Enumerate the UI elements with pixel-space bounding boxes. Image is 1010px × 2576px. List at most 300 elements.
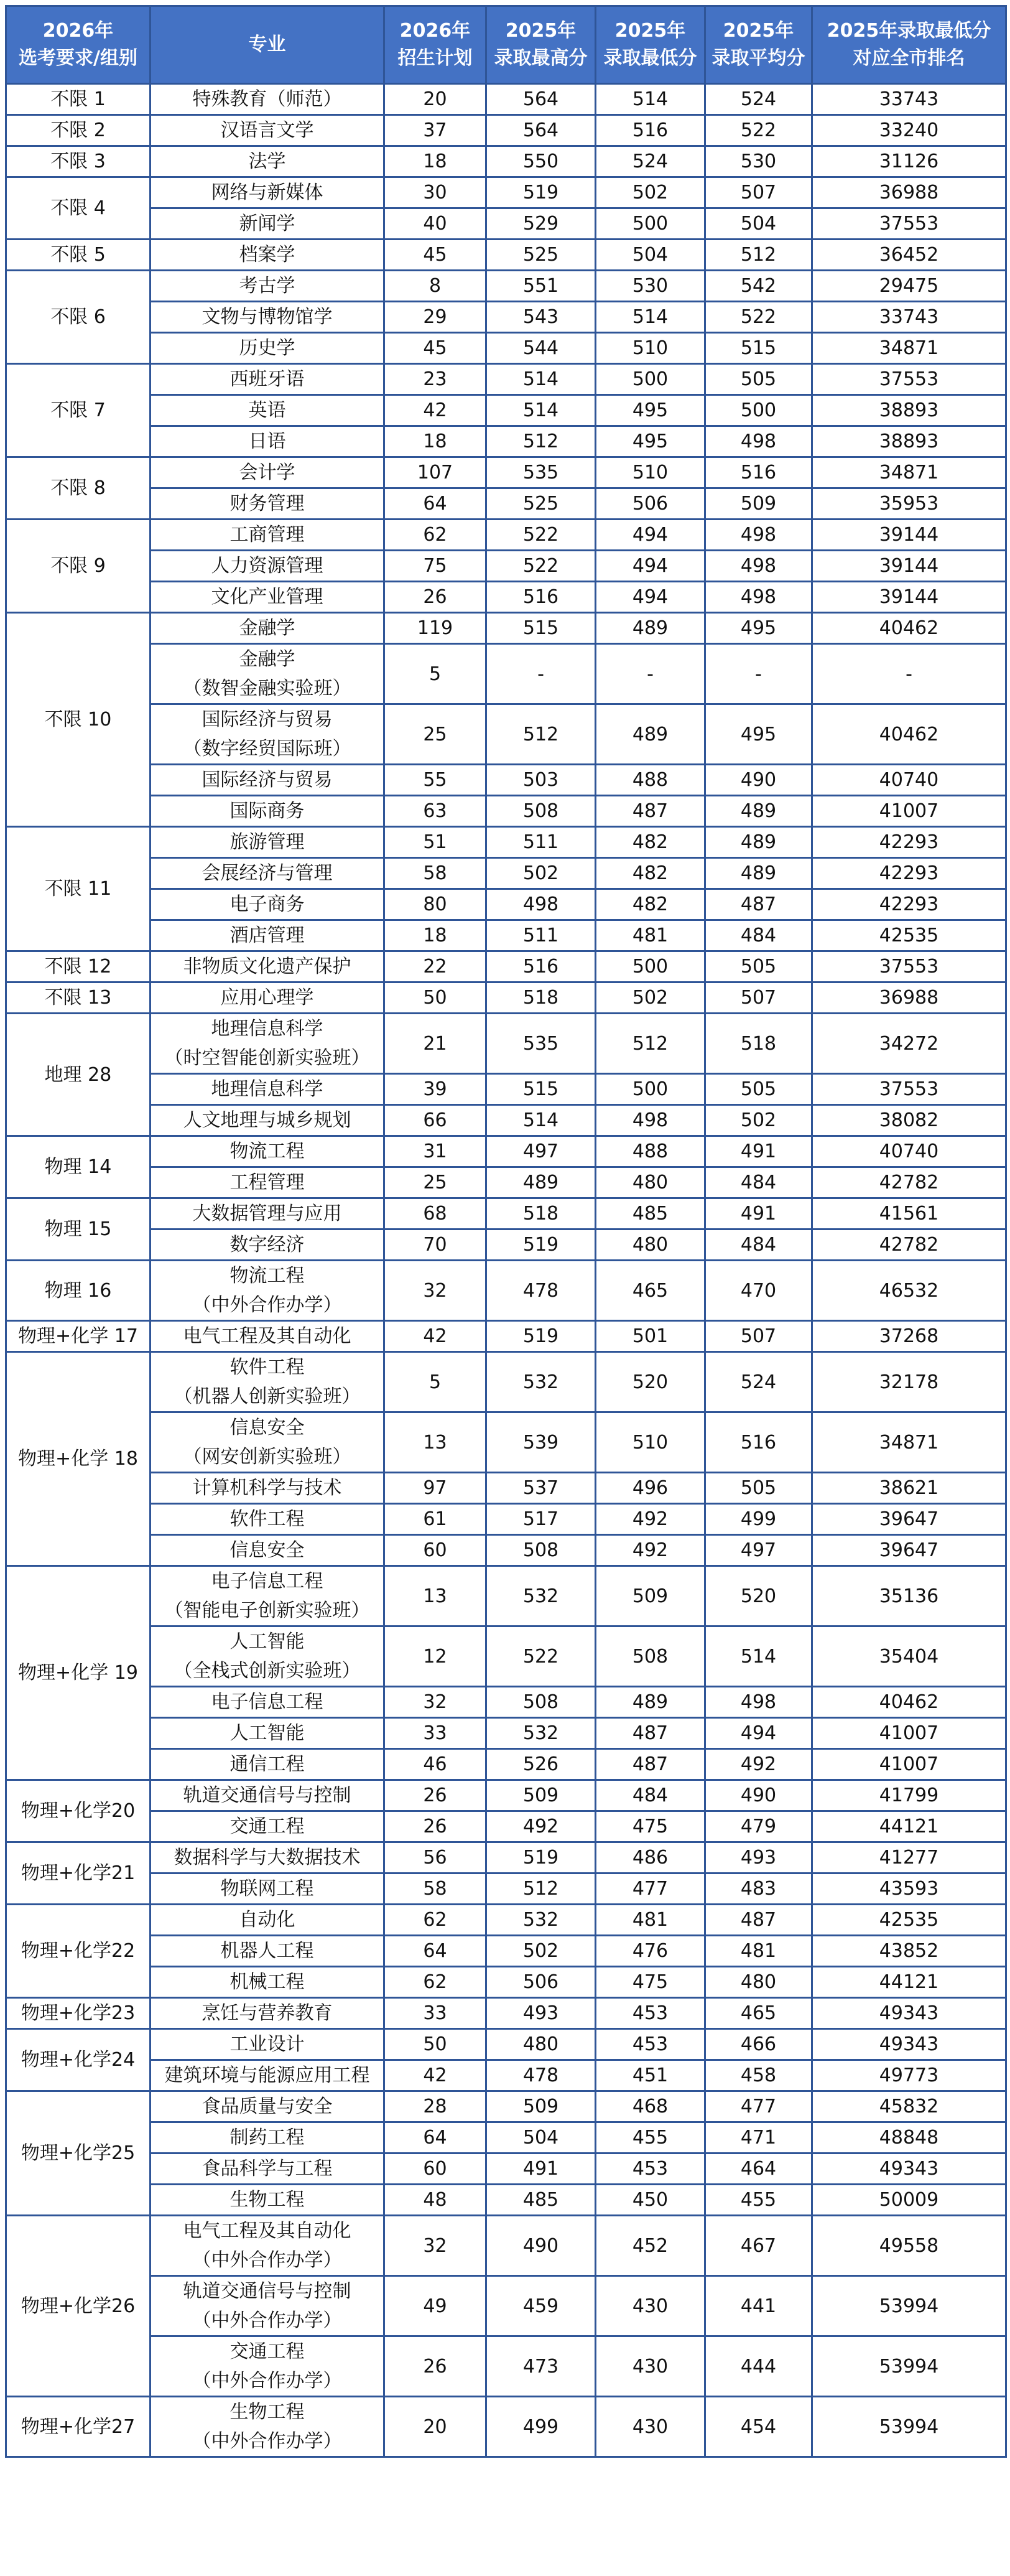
major-cell [151,1566,384,1626]
rank-cell: 41277 [812,1842,1006,1874]
max-score-cell: 459 [486,2276,596,2336]
plan-cell: 80 [384,889,486,920]
rank-cell: 40740 [812,765,1006,796]
plan-cell: 25 [384,704,486,765]
table-row [6,457,1006,488]
rank-cell: 38621 [812,1473,1006,1504]
plan-cell: 55 [384,765,486,796]
rank-cell: - [812,644,1006,704]
major-cell [151,704,384,765]
major-line: 新闻学 [239,213,295,235]
min-score-cell: 530 [596,271,705,302]
max-score-cell: 514 [486,364,596,395]
group-cell: 不限 3 [6,146,151,177]
major-cell [151,796,384,827]
major-cell [151,333,384,364]
plan-cell: 70 [384,1230,486,1261]
max-score-cell: 516 [486,582,596,613]
table-row [6,84,1006,115]
max-score-cell: 512 [486,704,596,765]
avg-score-cell: 455 [705,2185,812,2216]
major-cell [151,858,384,889]
min-score-cell: 496 [596,1473,705,1504]
plan-cell: 18 [384,146,486,177]
min-score-cell: 430 [596,2397,705,2457]
plan-cell: 58 [384,858,486,889]
major-line: 文物与博物馆学 [202,306,333,328]
rank-cell: 43852 [812,1936,1006,1967]
min-score-cell: 475 [596,1811,705,1842]
plan-cell: 32 [384,1687,486,1718]
avg-score-cell: 507 [705,177,812,208]
table-row [6,240,1006,271]
table-row [6,271,1006,302]
max-score-cell: 532 [486,1566,596,1626]
major-line: 地理信息科学 [211,1018,323,1040]
rank-cell: 33743 [812,302,1006,333]
major-line: 软件工程 [229,1356,305,1378]
avg-score-cell: 498 [705,1687,812,1718]
rank-cell: 49343 [812,1998,1006,2029]
rank-cell: 37553 [812,1074,1006,1105]
group-cell: 物理+化学 18 [6,1352,151,1566]
plan-cell: 33 [384,1718,486,1749]
group-cell: 不限 10 [6,613,151,827]
major-line: 金融学 [239,617,295,639]
header-line: 2025年 [723,20,794,42]
major-line: 机械工程 [229,1971,305,1993]
major-line: 特殊教育（师范） [192,88,342,110]
rank-cell: 41799 [812,1780,1006,1811]
max-score-cell: 509 [486,2091,596,2122]
rank-cell: 38893 [812,395,1006,426]
table-row [6,1321,1006,1352]
table-row [6,364,1006,395]
plan-cell: 42 [384,395,486,426]
avg-score-cell: 499 [705,1504,812,1535]
avg-score-cell: 516 [705,1412,812,1473]
table-row [6,1198,1006,1230]
rank-cell: 44121 [812,1811,1006,1842]
group-cell: 不限 12 [6,951,151,982]
plan-cell: 62 [384,1905,486,1936]
plan-cell: 62 [384,1967,486,1998]
rank-cell: 42782 [812,1230,1006,1261]
min-score-cell: 492 [596,1535,705,1566]
plan-cell: 46 [384,1749,486,1780]
min-score-cell: 484 [596,1780,705,1811]
avg-score-cell: 512 [705,240,812,271]
major-line: 历史学 [239,337,295,359]
max-score-cell: 522 [486,1626,596,1687]
avg-score-cell: 458 [705,2060,812,2091]
major-cell [151,1718,384,1749]
major-cell [151,1874,384,1905]
avg-score-cell: 494 [705,1718,812,1749]
major-cell [151,2091,384,2122]
major-line: 烹饪与营养教育 [202,2002,333,2024]
header-major [151,6,384,84]
major-cell [151,889,384,920]
min-score-cell: 514 [596,84,705,115]
rank-cell: 53994 [812,2276,1006,2336]
major-line: 交通工程 [229,1816,305,1837]
min-score-cell: 468 [596,2091,705,2122]
rank-cell: 37553 [812,364,1006,395]
major-cell [151,1136,384,1167]
major-cell [151,1230,384,1261]
rank-cell: 42535 [812,920,1006,951]
major-line: 人文地理与城乡规划 [183,1109,351,1131]
group-cell: 物理+化学23 [6,1998,151,2029]
max-score-cell: 485 [486,2185,596,2216]
major-cell [151,920,384,951]
plan-cell: 22 [384,951,486,982]
max-score-cell: 516 [486,951,596,982]
group-cell: 物理+化学27 [6,2397,151,2457]
avg-score-cell: 498 [705,551,812,582]
min-score-cell: 494 [596,520,705,551]
rank-cell: 34272 [812,1014,1006,1074]
min-score-cell: 500 [596,208,705,240]
plan-cell: 5 [384,1352,486,1412]
table-row [6,488,1006,520]
avg-score-cell: 505 [705,364,812,395]
header-row [6,6,1006,84]
avg-score-cell: 480 [705,1967,812,1998]
plan-cell: 29 [384,302,486,333]
avg-score-cell: 518 [705,1014,812,1074]
admission-table [5,5,1007,2458]
major-line: 软件工程 [229,1508,305,1530]
max-score-cell: 514 [486,1105,596,1136]
min-score-cell: 480 [596,1230,705,1261]
table-row [6,1535,1006,1566]
max-score-cell: 503 [486,765,596,796]
plan-cell: 61 [384,1504,486,1535]
major-line: 生物工程 [229,2401,305,2423]
avg-score-cell: 542 [705,271,812,302]
rank-cell: 41007 [812,1718,1006,1749]
table-row [6,2029,1006,2060]
plan-cell: 64 [384,1936,486,1967]
avg-score-cell: 466 [705,2029,812,2060]
major-cell [151,1412,384,1473]
min-score-cell: 494 [596,551,705,582]
avg-score-cell: 484 [705,920,812,951]
rank-cell: 41007 [812,1749,1006,1780]
major-line: 生物工程 [229,2189,305,2211]
avg-score-cell: 481 [705,1936,812,1967]
max-score-cell: 508 [486,1687,596,1718]
max-score-cell: 519 [486,1842,596,1874]
rank-cell: 45832 [812,2091,1006,2122]
header-plan-2026 [384,6,486,84]
min-score-cell: 516 [596,115,705,146]
major-cell [151,240,384,271]
table-header [6,6,1006,84]
major-cell [151,2336,384,2397]
major-line: 非物质文化遗产保护 [183,956,351,978]
max-score-cell: 515 [486,1074,596,1105]
group-cell: 不限 2 [6,115,151,146]
major-line: （网安创新实验班） [183,1446,351,1468]
major-cell [151,2276,384,2336]
major-cell [151,982,384,1014]
table-row [6,1136,1006,1167]
table-row [6,858,1006,889]
plan-cell: 42 [384,1321,486,1352]
min-score-cell: 488 [596,765,705,796]
major-line: 旅游管理 [229,831,305,853]
major-cell [151,1936,384,1967]
rank-cell: 37268 [812,1321,1006,1352]
avg-score-cell: 522 [705,115,812,146]
max-score-cell: 532 [486,1718,596,1749]
rank-cell: 35136 [812,1566,1006,1626]
min-score-cell: 500 [596,951,705,982]
group-cell: 物理 15 [6,1198,151,1261]
header-line: 2026年 [42,20,114,42]
rank-cell: 40462 [812,1687,1006,1718]
group-cell: 物理+化学21 [6,1842,151,1905]
plan-cell: 26 [384,1811,486,1842]
major-line: （数字经贸国际班） [183,738,351,760]
max-score-cell: 532 [486,1352,596,1412]
major-cell [151,2185,384,2216]
table-row [6,302,1006,333]
max-score-cell: 511 [486,920,596,951]
avg-score-cell: 509 [705,488,812,520]
avg-score-cell: 495 [705,704,812,765]
max-score-cell: 526 [486,1749,596,1780]
plan-cell: 48 [384,2185,486,2216]
avg-score-cell: 497 [705,1535,812,1566]
table-row [6,582,1006,613]
rank-cell: 36452 [812,240,1006,271]
min-score-cell: 510 [596,457,705,488]
major-line: 建筑环境与能源应用工程 [164,2065,370,2086]
major-line: 财务管理 [229,493,305,515]
rank-cell: 46532 [812,1261,1006,1321]
table-row [6,1936,1006,1967]
max-score-cell: 511 [486,827,596,858]
group-cell: 不限 6 [6,271,151,364]
major-line: 电子信息工程 [211,1570,323,1592]
table-row [6,1412,1006,1473]
min-score-cell: 476 [596,1936,705,1967]
min-score-cell: 510 [596,1412,705,1473]
major-cell [151,2122,384,2154]
major-cell [151,1905,384,1936]
table-row [6,1230,1006,1261]
major-cell [151,582,384,613]
major-cell [151,1014,384,1074]
min-score-cell: 502 [596,982,705,1014]
plan-cell: 75 [384,551,486,582]
major-line: 汉语言文学 [220,119,314,141]
rank-cell: 34871 [812,1412,1006,1473]
rank-cell: 42535 [812,1905,1006,1936]
major-line: （中外合作办学） [192,2310,342,2331]
min-score-cell: 520 [596,1352,705,1412]
avg-score-cell: 454 [705,2397,812,2457]
avg-score-cell: 522 [705,302,812,333]
min-score-cell: 489 [596,1687,705,1718]
group-cell: 物理+化学22 [6,1905,151,1998]
major-cell [151,1967,384,1998]
major-line: 人力资源管理 [211,555,323,577]
table-row [6,208,1006,240]
group-cell: 不限 5 [6,240,151,271]
major-cell [151,426,384,457]
max-score-cell: 502 [486,1936,596,1967]
table-row [6,827,1006,858]
min-score-cell: 486 [596,1842,705,1874]
avg-score-cell: 484 [705,1230,812,1261]
plan-cell: 45 [384,333,486,364]
max-score-cell: 506 [486,1967,596,1998]
rank-cell: 36988 [812,177,1006,208]
table-row [6,1105,1006,1136]
major-line: 人工智能 [229,1631,305,1653]
rank-cell: 42782 [812,1167,1006,1198]
header-line: 选考要求/组别 [19,47,137,69]
header-line: 录取平均分 [711,47,805,69]
min-score-cell: 502 [596,177,705,208]
table-row [6,920,1006,951]
major-line: 西班牙语 [229,368,305,390]
avg-score-cell: 441 [705,2276,812,2336]
major-line: （数智金融实验班） [183,678,351,699]
min-score-cell: - [596,644,705,704]
major-cell [151,84,384,115]
avg-score-cell: 514 [705,1626,812,1687]
avg-score-cell: 498 [705,582,812,613]
avg-score-cell: 504 [705,208,812,240]
table-row [6,765,1006,796]
max-score-cell: 491 [486,2154,596,2185]
header-rank-2025 [812,6,1006,84]
major-cell [151,1074,384,1105]
rank-cell: 41007 [812,796,1006,827]
avg-score-cell: 516 [705,457,812,488]
min-score-cell: 453 [596,2029,705,2060]
major-cell [151,1167,384,1198]
plan-cell: 68 [384,1198,486,1230]
major-cell [151,551,384,582]
header-min-2025 [596,6,705,84]
major-cell [151,1105,384,1136]
major-line: 食品科学与工程 [202,2158,333,2180]
rank-cell: 34871 [812,333,1006,364]
min-score-cell: 495 [596,395,705,426]
max-score-cell: 517 [486,1504,596,1535]
major-cell [151,2216,384,2276]
table-body [6,84,1006,2457]
avg-score-cell: 524 [705,84,812,115]
table-row [6,2397,1006,2457]
table-row [6,2276,1006,2336]
max-score-cell: 537 [486,1473,596,1504]
major-cell [151,1749,384,1780]
header-line: 录取最高分 [494,47,588,69]
avg-score-cell: 505 [705,951,812,982]
avg-score-cell: 493 [705,1842,812,1874]
major-line: 电气工程及其自动化 [183,2220,351,2242]
group-cell: 不限 11 [6,827,151,951]
table-row [6,613,1006,644]
plan-cell: 13 [384,1566,486,1626]
major-line: 国际经济与贸易 [202,769,333,791]
plan-cell: 58 [384,1874,486,1905]
major-line: 数字经济 [229,1234,305,1256]
max-score-cell: 515 [486,613,596,644]
major-cell [151,208,384,240]
max-score-cell: 525 [486,240,596,271]
max-score-cell: 497 [486,1136,596,1167]
major-line: （中外合作办学） [192,2430,342,2452]
plan-cell: 119 [384,613,486,644]
plan-cell: 50 [384,2029,486,2060]
table-row [6,1566,1006,1626]
major-line: 电子信息工程 [211,1691,323,1713]
major-line: 日语 [248,431,286,452]
major-line: 计算机科学与技术 [192,1477,342,1499]
plan-cell: 42 [384,2060,486,2091]
max-score-cell: 550 [486,146,596,177]
max-score-cell: 478 [486,2060,596,2091]
min-score-cell: 510 [596,333,705,364]
avg-score-cell: 492 [705,1749,812,1780]
table-row [6,395,1006,426]
major-line: 英语 [248,399,286,421]
major-line: 物流工程 [229,1265,305,1287]
major-cell [151,177,384,208]
major-cell [151,1842,384,1874]
plan-cell: 60 [384,2154,486,2185]
rank-cell: 41561 [812,1198,1006,1230]
group-cell: 不限 8 [6,457,151,520]
max-score-cell: 509 [486,1780,596,1811]
min-score-cell: 514 [596,302,705,333]
rank-cell: 40462 [812,704,1006,765]
plan-cell: 56 [384,1842,486,1874]
rank-cell: 39144 [812,551,1006,582]
group-cell: 物理+化学20 [6,1780,151,1842]
avg-score-cell: 507 [705,1321,812,1352]
rank-cell: 39144 [812,520,1006,551]
major-line: 轨道交通信号与控制 [183,2280,351,2302]
table-row [6,1473,1006,1504]
plan-cell: 18 [384,920,486,951]
max-score-cell: 480 [486,2029,596,2060]
plan-cell: 31 [384,1136,486,1167]
max-score-cell: 499 [486,2397,596,2457]
max-score-cell: 519 [486,1321,596,1352]
max-score-cell: 502 [486,858,596,889]
table-row [6,333,1006,364]
major-line: 法学 [248,151,286,172]
max-score-cell: 519 [486,177,596,208]
rank-cell: 50009 [812,2185,1006,2216]
group-cell: 不限 4 [6,177,151,240]
rank-cell: 38082 [812,1105,1006,1136]
table-row [6,889,1006,920]
avg-score-cell: 491 [705,1136,812,1167]
group-cell: 不限 7 [6,364,151,457]
plan-cell: 32 [384,2216,486,2276]
